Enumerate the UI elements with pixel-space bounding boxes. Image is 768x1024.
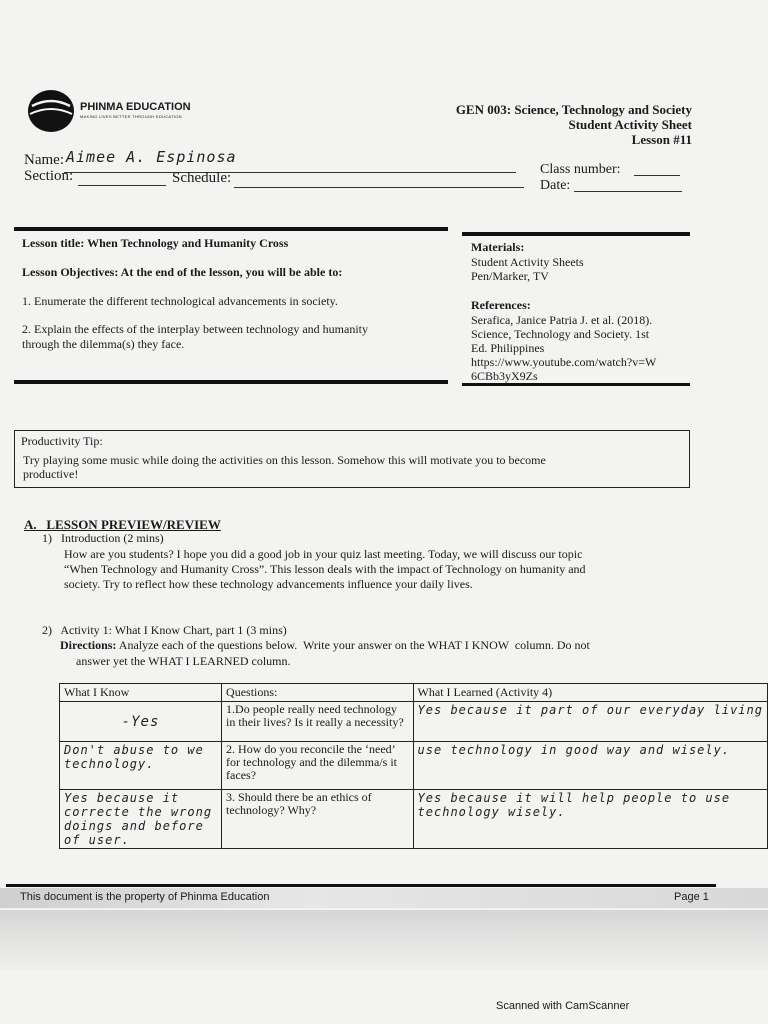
intro-line-1: How are you students? I hope you did a good job in your quiz last meeting. Today, we will discuss our topic: [64, 547, 583, 561]
directions-line-2: answer yet the WHAT I LEARNED column.: [76, 654, 291, 668]
footer-rule: [6, 884, 716, 887]
section-a-heading: A. LESSON PREVIEW/REVIEW: [24, 517, 221, 532]
productivity-tip-box: [14, 430, 690, 488]
table-row: [60, 790, 768, 849]
section-underline: [78, 185, 166, 186]
references-heading: References:: [471, 298, 531, 312]
what-i-know-table: [59, 683, 768, 849]
footer-property: This document is the property of Phinma Education: [20, 891, 270, 903]
name-value: Aimee A. Espinosa: [66, 148, 237, 166]
objective-2-line1: 2. Explain the effects of the interplay between technology and humanity: [22, 322, 369, 336]
reference-line-4: https://www.youtube.com/watch?v=W: [471, 355, 657, 369]
know-cell-2[interactable]: Don't abuse to we technology.: [60, 742, 222, 790]
objective-2-line2: through the dilemma(s) they face.: [22, 337, 185, 351]
reference-line-2: Science, Technology and Society. 1st: [471, 327, 650, 341]
question-cell-2: 2. How do you reconcile the ‘need’ for technology and the dilemma/s it faces?: [222, 742, 414, 790]
table-row: [60, 702, 768, 742]
reference-line-1: Serafica, Janice Patria J. et al. (2018).: [471, 313, 653, 327]
tip-line-2: productive!: [23, 467, 79, 481]
intro-line-2: “When Technology and Humanity Cross”. This lesson deals with the impact of Technology on humanity and: [64, 562, 586, 576]
table-row: [60, 742, 768, 790]
table-header-row: [60, 684, 768, 702]
question-cell-3: 3. Should there be an ethics of technology? Why?: [222, 790, 414, 849]
sheet-title: Student Activity Sheet: [568, 117, 692, 132]
materials-heading: Materials:: [471, 240, 525, 254]
scanner-watermark: Scanned with CamScanner: [496, 1000, 630, 1012]
know-cell-3[interactable]: Yes because it correcte the wrong doings and before of user.: [60, 790, 222, 849]
objectives-heading: Lesson Objectives: At the end of the lesson, you will be able to:: [22, 265, 343, 279]
phinma-logo-icon: [26, 88, 76, 134]
org-name: PHINMA EDUCATION: [80, 101, 191, 113]
lesson-box-top-rule: [14, 227, 448, 231]
intro-label: 1) Introduction (2 mins): [42, 531, 164, 545]
directions-line-1: [60, 638, 590, 653]
intro-line-3: society. Try to reflect how these technology advancements influence your daily lives.: [64, 577, 473, 591]
materials-item-1: Student Activity Sheets: [471, 255, 584, 269]
know-cell-1[interactable]: -Yes: [60, 702, 222, 742]
tip-heading: Productivity Tip:: [21, 434, 103, 448]
class-number-underline: [634, 175, 680, 176]
materials-top-rule: [462, 232, 690, 236]
class-number-label: Class number:: [540, 162, 621, 177]
directions-label: Directions:: [60, 638, 117, 652]
activity-label: 2) Activity 1: What I Know Chart, part 1 (3 mins): [42, 623, 287, 637]
materials-item-2: Pen/Marker, TV: [471, 269, 549, 283]
question-cell-1: 1.Do people really need technology in their lives? Is it really a necessity?: [222, 702, 414, 742]
name-label: Name:: [24, 152, 64, 168]
org-tagline: MAKING LIVES BETTER THROUGH EDUCATION: [80, 114, 182, 119]
tip-line-1: Try playing some music while doing the activities on this lesson. Somehow this will motivate you to become: [23, 453, 546, 467]
bottom-shadow: [0, 910, 768, 970]
reference-line-5: 6CBb3yX9Zs: [471, 369, 538, 383]
course-title: GEN 003: Science, Technology and Society: [455, 102, 692, 117]
learned-cell-3[interactable]: Yes because it will help people to use technology wisely.: [413, 790, 767, 849]
name-underline: [64, 172, 516, 173]
learned-cell-1[interactable]: Yes because it part of our everyday living: [413, 702, 767, 742]
footer-page: Page 1: [674, 891, 709, 903]
date-underline: [574, 191, 682, 192]
date-label: Date:: [540, 178, 571, 193]
lesson-box-bottom-rule: [14, 380, 448, 384]
header-questions: Questions:: [222, 684, 414, 702]
header-what-i-learned: What I Learned (Activity 4): [413, 684, 767, 702]
lesson-title: Lesson title: When Technology and Humanity Cross: [22, 236, 289, 250]
header-what-i-know: What I Know: [60, 684, 222, 702]
lesson-number: Lesson #11: [631, 132, 692, 147]
schedule-underline: [234, 187, 524, 188]
directions-text: Analyze each of the questions below. Write your answer on the WHAT I KNOW column. Do not: [116, 638, 590, 652]
reference-line-3: Ed. Philippines: [471, 341, 545, 355]
learned-cell-2[interactable]: use technology in good way and wisely.: [413, 742, 767, 790]
objective-1: 1. Enumerate the different technological advancements in society.: [22, 294, 338, 308]
section-label: Section:: [24, 168, 74, 184]
schedule-label: Schedule:: [172, 170, 232, 186]
